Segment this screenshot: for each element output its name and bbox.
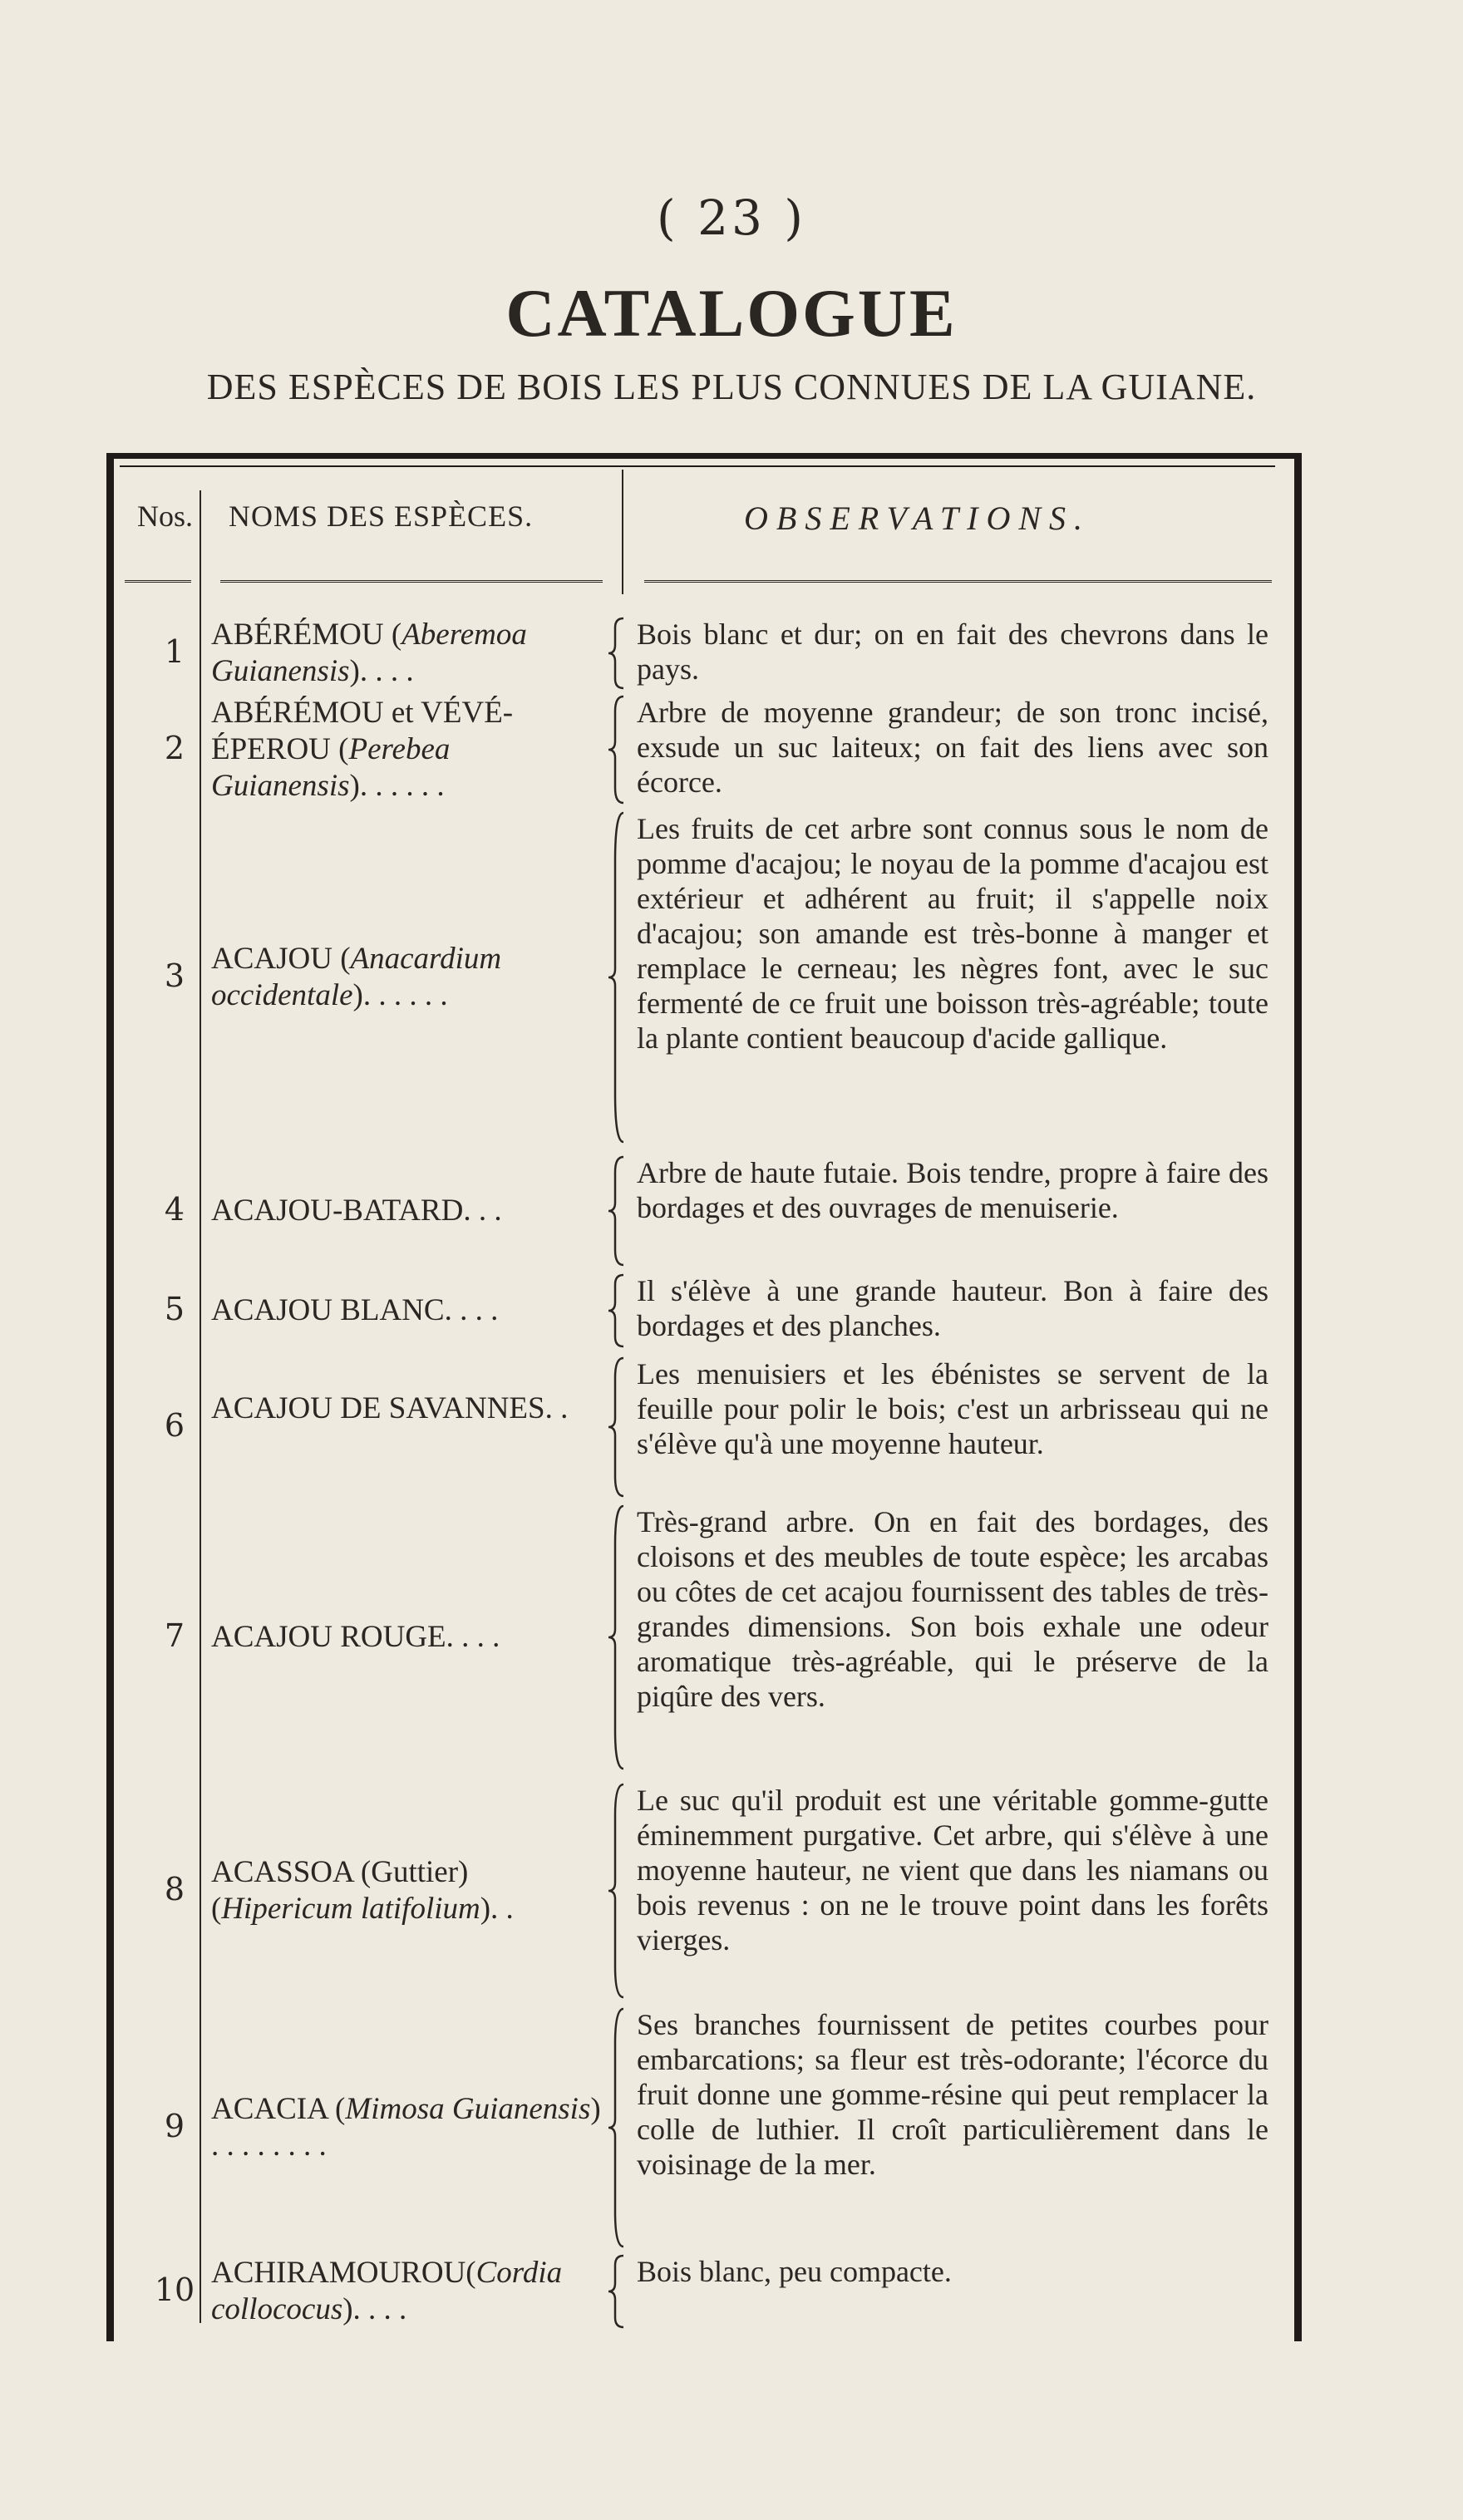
species-latin-name: Hipericum latifolium bbox=[221, 1892, 480, 1926]
row-number: 8 bbox=[164, 1871, 185, 1907]
catalogue-row bbox=[0, 617, 1463, 690]
header-rule-number bbox=[125, 580, 191, 583]
species-name-tail: ). . . . bbox=[349, 654, 414, 688]
species-name-tail: ). . . . . . bbox=[352, 978, 448, 1012]
species-common-name: ACAJOU ( bbox=[211, 942, 351, 976]
catalogue-row bbox=[0, 1504, 1463, 1770]
brace-symbol bbox=[605, 811, 630, 1144]
row-number: 9 bbox=[164, 2108, 185, 2144]
species-name-tail: ). . bbox=[480, 1892, 514, 1926]
species-name-tail: ). . . . bbox=[342, 2292, 407, 2326]
species-common-name: ACASSOA (Guttier) ( bbox=[211, 1855, 469, 1926]
brace-symbol bbox=[605, 1356, 630, 1498]
column-divider-names bbox=[622, 470, 623, 594]
species-name-tail: ) . . . . . . . . bbox=[211, 2092, 601, 2163]
species-name bbox=[211, 1193, 610, 1229]
table-inner-rule bbox=[120, 465, 1275, 467]
brace-symbol bbox=[605, 1783, 630, 1999]
header-rule-observations bbox=[644, 580, 1272, 583]
row-number: 3 bbox=[164, 957, 185, 994]
observation-text: Les menuisiers et les ébénistes se servent de la feuille pour polir le bois; c'est un arbrisseau qui ne s'élève qu'à une moyenne hauteur. bbox=[637, 1357, 1268, 1460]
brace-symbol bbox=[605, 1273, 630, 1348]
brace-symbol bbox=[605, 617, 630, 690]
observation-text: Bois blanc, peu compacte. bbox=[637, 2255, 952, 2288]
header-number: Nos. bbox=[137, 500, 194, 533]
row-number: 6 bbox=[164, 1407, 185, 1444]
observation-text: Le suc qu'il produit est une véritable gomme-gutte éminemment purgative. Cet arbre, qui s'élève à une moyenne hauteur, ne vient que dans les niamans ou bois revenus : on ne le trouve point dans les forêts vierges. bbox=[637, 1784, 1268, 1956]
species-common-name: ACAJOU ROUGE. . . . bbox=[211, 1620, 500, 1654]
row-number: 1 bbox=[164, 633, 185, 670]
catalogue-row bbox=[0, 695, 1463, 805]
row-number: 5 bbox=[164, 1291, 185, 1327]
species-name bbox=[211, 1619, 610, 1656]
species-name bbox=[211, 1854, 610, 1927]
header-observations: OBSERVATIONS. bbox=[744, 500, 1091, 537]
brace-symbol bbox=[605, 1504, 630, 1770]
catalogue-row bbox=[0, 2007, 1463, 2248]
brace-symbol bbox=[605, 2007, 630, 2248]
species-common-name: ACACIA ( bbox=[211, 2092, 346, 2126]
page-subtitle: DES ESPÈCES DE BOIS LES PLUS CONNUES DE LA GUIANE. bbox=[206, 367, 1257, 407]
species-name bbox=[211, 1390, 610, 1427]
brace-symbol bbox=[605, 2254, 630, 2329]
page-number: ( 23 ) bbox=[657, 189, 806, 246]
catalogue-row bbox=[0, 811, 1463, 1144]
page-title: CATALOGUE bbox=[505, 275, 958, 351]
catalogue-row bbox=[0, 1356, 1463, 1498]
header-names: NOMS DES ESPÈCES. bbox=[229, 500, 534, 533]
catalogue-row bbox=[0, 1273, 1463, 1348]
observation-text: Les fruits de cet arbre sont connus sous le nom de pomme d'acajou; le noyau de la pomme d'acajou est extérieur et adhérent au fruit; il s'appelle noix d'acajou; son amande est très-bonne à manger et remplace le cerneau; les nègres font, avec le suc fermenté de ce fruit une boisson très-agréable; toute la plante contient beaucoup d'acide gallique. bbox=[637, 812, 1268, 1055]
row-number: 2 bbox=[164, 730, 185, 766]
brace-symbol bbox=[605, 695, 630, 805]
species-name bbox=[211, 2255, 610, 2328]
species-common-name: ACAJOU BLANC. . . . bbox=[211, 1293, 499, 1327]
header-rule-names bbox=[220, 580, 603, 583]
catalogue-row bbox=[0, 1155, 1463, 1267]
brace-symbol bbox=[605, 1155, 630, 1267]
species-latin-name: Mimosa Guianensis bbox=[345, 2092, 591, 2126]
species-latin-name: Cordia collococus bbox=[211, 2256, 563, 2326]
observation-text: Arbre de moyenne grandeur; de son tronc incisé, exsude un suc laiteux; on fait des liens avec son écorce. bbox=[637, 696, 1268, 799]
species-common-name: ABÉRÉMOU et VÉVÉ-ÉPEROU ( bbox=[211, 696, 514, 766]
species-name bbox=[211, 1292, 610, 1329]
species-name bbox=[211, 617, 610, 690]
observation-text: Bois blanc et dur; on en fait des chevrons dans le pays. bbox=[637, 618, 1268, 686]
observation-text: Il s'élève à une grande hauteur. Bon à faire des bordages et des planches. bbox=[637, 1274, 1268, 1342]
catalogue-row bbox=[0, 2254, 1463, 2329]
species-common-name: ACHIRAMOUROU( bbox=[211, 2256, 476, 2290]
species-name bbox=[211, 695, 610, 805]
observation-text: Très-grand arbre. On en fait des bordages, des cloisons et des meubles de toute espèce; les arcabas ou côtes de cet acajou fournissent des tables de très-grandes dimensions. Son bois exhale une odeur aromatique très-agréable, qui le préserve de la piqûre des vers. bbox=[637, 1505, 1268, 1713]
species-common-name: ACAJOU-BATARD. . . bbox=[211, 1194, 502, 1228]
row-number: 4 bbox=[164, 1191, 185, 1228]
species-common-name: ABÉRÉMOU ( bbox=[211, 618, 402, 652]
row-number: 10 bbox=[154, 2271, 195, 2308]
observation-text: Ses branches fournissent de petites courbes pour embarcations; sa fleur est très-odorante; l'écorce du fruit donne une gomme-résine qui peut remplacer la colle de luthier. Il croît particulièrement dans le voisinage de la mer. bbox=[637, 2008, 1268, 2181]
row-number: 7 bbox=[164, 1617, 185, 1654]
catalogue-row bbox=[0, 1783, 1463, 1999]
species-name-tail: ). . . . . . bbox=[349, 769, 445, 803]
species-name bbox=[211, 941, 610, 1014]
species-name bbox=[211, 2091, 610, 2164]
species-latin-name: Aberemoa Guianensis bbox=[211, 618, 527, 688]
species-latin-name: Perebea Guianensis bbox=[211, 732, 451, 803]
species-common-name: ACAJOU DE SAVANNES. . bbox=[211, 1391, 569, 1425]
species-latin-name: Anacardium occidentale bbox=[211, 942, 502, 1012]
observation-text: Arbre de haute futaie. Bois tendre, propre à faire des bordages et des ouvrages de menuiserie. bbox=[637, 1156, 1268, 1224]
